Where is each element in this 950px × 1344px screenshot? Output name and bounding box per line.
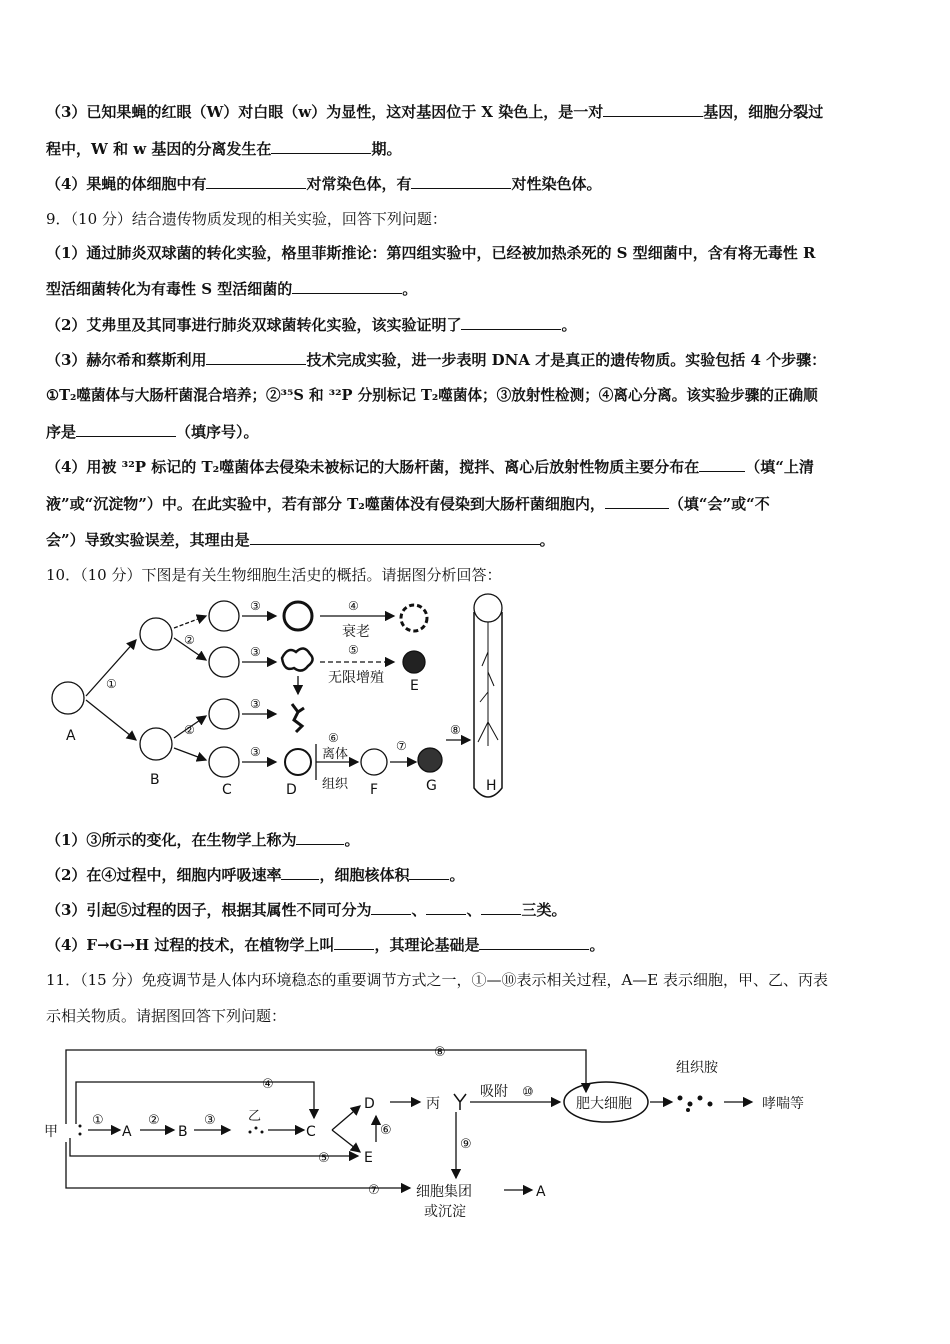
step-3: ③ <box>250 645 261 659</box>
step-10: ⑩ <box>522 1085 534 1100</box>
text: 期。 <box>371 140 402 158</box>
label-H: H <box>486 778 497 794</box>
text: 11．（15 分）免疫调节是人体内环境稳态的重要调节方式之一，①—⑩表示相关过程，A—E 表示细胞，甲、乙、丙表 <box>46 971 828 989</box>
step-2: ② <box>184 723 195 737</box>
label-adsorb: 吸附 <box>480 1084 508 1100</box>
label-proliferation: 无限增殖 <box>328 670 384 686</box>
label-mast-cell: 肥大细胞 <box>576 1096 632 1112</box>
text: （3）引起⑤过程的因子，根据其属性不同可分为 <box>46 901 372 919</box>
step-1: ① <box>106 677 117 691</box>
cell-B-bottom <box>140 728 172 760</box>
text: （2）艾弗里及其同事进行肺炎双球菌转化实验，该实验证明了 <box>46 316 462 334</box>
label-A: A <box>66 728 76 744</box>
text: 。 <box>539 531 555 549</box>
cell-D-2 <box>282 648 313 670</box>
label-cell-C: C <box>306 1124 316 1140</box>
step-2: ② <box>184 633 195 647</box>
label-tissue: 组织 <box>322 777 349 792</box>
cell-C-3 <box>209 699 239 729</box>
q10-part3 <box>46 900 910 920</box>
answer-blank[interactable] <box>481 900 521 915</box>
answer-blank[interactable] <box>250 530 540 545</box>
label-bing: 丙 <box>426 1096 440 1112</box>
text: 型活细菌转化为有毒性 S 型活细菌的 <box>46 280 293 298</box>
answer-blank[interactable] <box>479 935 589 950</box>
text: 基因，细胞分裂过 <box>703 103 824 121</box>
label-precipitate: 或沉淀 <box>424 1204 466 1220</box>
answer-blank[interactable] <box>296 830 344 845</box>
step-5: ⑤ <box>318 1151 330 1166</box>
cell-D-1 <box>284 602 312 630</box>
step-1: ① <box>92 1113 104 1128</box>
label-F: F <box>370 782 379 798</box>
cell-C-1 <box>209 601 239 631</box>
text: （2）在④过程中，细胞内呼吸速率 <box>46 866 282 884</box>
label-aging: 衰老 <box>342 624 370 640</box>
q9-part3-line2: ①T₂噬菌体与大肠杆菌混合培养；②³⁵S 和 ³²P 分别标记 T₂噬菌体；③放射性检测；④离心分离。该实验步骤的正确顺 <box>46 387 818 404</box>
text: 。 <box>589 936 605 954</box>
label-detach: 离体 <box>322 747 349 762</box>
cell-F <box>361 749 387 775</box>
answer-blank[interactable] <box>699 457 745 472</box>
label-cell-A-end: A <box>536 1184 546 1200</box>
step-3: ③ <box>250 697 261 711</box>
answer-blank[interactable] <box>371 900 411 915</box>
text: ，细胞核体积 <box>319 866 410 884</box>
step-6: ⑥ <box>380 1123 392 1138</box>
label-wheeze: 哮喘等 <box>762 1096 804 1112</box>
q9-part4-line1 <box>46 457 910 477</box>
cell-E <box>403 651 425 673</box>
text: （3）已知果蝇的红眼（W）对白眼（w）为显性，这对基因位于 X 染色上，是一对 <box>46 103 604 121</box>
step-4: ④ <box>262 1077 274 1092</box>
callus-G <box>418 748 442 772</box>
immune-regulation-diagram <box>40 1038 830 1228</box>
q8-part4 <box>46 174 910 194</box>
answer-blank[interactable] <box>605 494 669 509</box>
text: （1）③所示的变化，在生物学上称为 <box>46 831 297 849</box>
label-yi: 乙 <box>248 1109 262 1124</box>
text: 技术完成实验，进一步表明 DNA 才是真正的遗传物质。实验包括 4 个步骤： <box>306 351 827 369</box>
q8-part3-line2 <box>46 139 910 159</box>
text: （4）用被 ³²P 标记的 T₂噬菌体去侵染未被标记的大肠杆菌，搅拌、离心后放射性物质主要分布在 <box>46 458 700 476</box>
cell-C-2 <box>209 647 239 677</box>
step-9: ⑨ <box>460 1137 472 1152</box>
q9-part1-line1: （1）通过肺炎双球菌的转化实验，格里菲斯推论：第四组实验中，已经被加热杀死的 S 型细菌中，含有将无毒性 R <box>46 244 816 262</box>
label-E: E <box>410 678 419 694</box>
step-3: ③ <box>250 599 261 613</box>
label-cell-B: B <box>178 1124 188 1140</box>
cell-B-top <box>140 618 172 650</box>
step-3: ③ <box>250 745 261 759</box>
answer-blank[interactable] <box>271 139 371 154</box>
text: （4）F→G→H 过程的技术，在植物学上叫 <box>46 936 335 954</box>
answer-blank[interactable] <box>281 865 319 880</box>
answer-blank[interactable] <box>426 900 466 915</box>
q10-part2 <box>46 865 910 885</box>
label-D: D <box>286 782 297 798</box>
text: （填序号）。 <box>176 423 259 441</box>
cell-C-4 <box>209 747 239 777</box>
text: 、 <box>466 901 482 919</box>
label-cluster: 细胞集团 <box>416 1184 472 1200</box>
answer-blank[interactable] <box>461 315 561 330</box>
label-jia: 甲 <box>44 1124 58 1140</box>
label-B: B <box>150 772 160 788</box>
step-4: ④ <box>348 599 359 613</box>
text: 对常染色体，有 <box>306 175 412 193</box>
text: 程中，W 和 w 基因的分离发生在 <box>46 140 272 158</box>
text: 液”或“沉淀物”）中。在此实验中，若有部分 T₂噬菌体没有侵染到大肠杆菌细胞内， <box>46 495 605 513</box>
step-8: ⑧ <box>434 1045 446 1060</box>
label-G: G <box>426 778 437 794</box>
text: 。 <box>344 831 360 849</box>
cell-aged <box>401 605 427 631</box>
answer-blank[interactable] <box>206 350 306 365</box>
q11-heading-line1 <box>46 970 910 990</box>
answer-blank[interactable] <box>76 422 176 437</box>
cell-D-4 <box>285 749 311 775</box>
answer-blank[interactable] <box>603 102 703 117</box>
q9-part3-line3 <box>46 422 910 442</box>
label-C: C <box>222 782 232 798</box>
q10-part4 <box>46 935 910 955</box>
text: 会”）导致实验误差，其理由是 <box>46 531 250 549</box>
step-7: ⑦ <box>396 739 407 753</box>
step-6: ⑥ <box>328 731 339 745</box>
label-cell-E: E <box>364 1150 373 1166</box>
cell-D-3 <box>292 704 304 732</box>
text: （填“上清 <box>745 458 814 476</box>
text: （填“会”或“不 <box>668 495 770 513</box>
cell-A <box>52 682 84 714</box>
answer-blank[interactable] <box>411 174 511 189</box>
text: （4）果蝇的体细胞中有 <box>46 175 207 193</box>
label-histamine: 组织胺 <box>676 1060 718 1076</box>
step-2: ② <box>148 1113 160 1128</box>
text: 对性染色体。 <box>511 175 602 193</box>
answer-blank[interactable] <box>409 865 449 880</box>
q10-part1 <box>46 830 910 850</box>
text: 。 <box>402 280 418 298</box>
step-5: ⑤ <box>348 643 359 657</box>
text: （3）赫尔希和蔡斯利用 <box>46 351 207 369</box>
step-3: ③ <box>204 1113 216 1128</box>
text: 。 <box>449 866 465 884</box>
answer-blank[interactable] <box>292 279 402 294</box>
q9-part1-line2 <box>46 279 910 299</box>
answer-blank[interactable] <box>206 174 306 189</box>
cell-life-history-diagram <box>46 592 516 804</box>
q9-part4-line3 <box>46 530 910 550</box>
step-8: ⑧ <box>450 723 461 737</box>
text: ，其理论基础是 <box>374 936 480 954</box>
text: 。 <box>561 316 577 334</box>
q9-part3-line1 <box>46 350 910 370</box>
q9-part2 <box>46 315 910 335</box>
q9-part4-line2 <box>46 494 910 514</box>
label-cell-A: A <box>122 1124 132 1140</box>
label-cell-D: D <box>364 1096 375 1112</box>
text: 三类。 <box>521 901 567 919</box>
step-7: ⑦ <box>368 1183 380 1198</box>
q8-part3-line1 <box>46 102 910 122</box>
q9-heading: 9．（10 分）结合遗传物质发现的相关实验，回答下列问题： <box>46 210 447 228</box>
answer-blank[interactable] <box>334 935 374 950</box>
text: 、 <box>411 901 427 919</box>
text: 序是 <box>46 423 77 441</box>
q11-heading-line2: 示相关物质。请据图回答下列问题： <box>46 1007 287 1025</box>
q10-heading: 10．（10 分）下图是有关生物细胞生活史的概括。请据图分析回答： <box>46 566 502 584</box>
